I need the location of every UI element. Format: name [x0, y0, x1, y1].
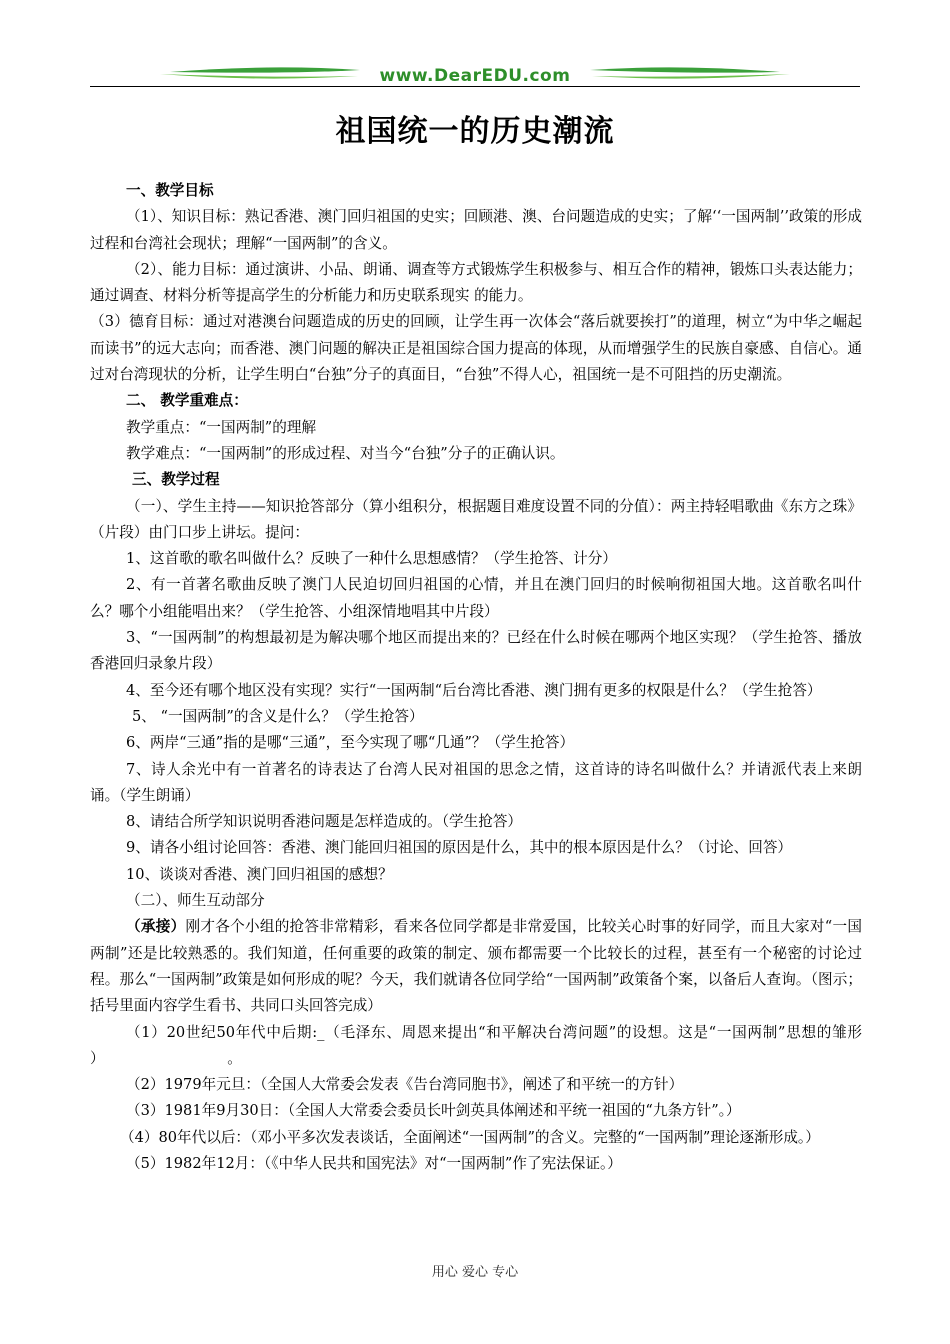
- paragraph-key-point: 教学重点：“一国两制”的理解: [126, 418, 317, 436]
- page-footer: 用心 爱心 专心: [431, 1265, 519, 1280]
- timeline-item: （3）1981年9月30日：（全国人大常委会委员长叶剑英具体阐述和平统一祖国的“九条方针”。）: [126, 1102, 741, 1120]
- question-item: 9、请各小组讨论回答：香港、澳门能回归祖国的原因是什么，其中的根本原因是什么？（讨论、回答）: [126, 839, 793, 857]
- paragraph-process-intro: （一）、学生主持——知识抢答部分（算小组积分，根据题目难度设置不同的分值）：两主持轻唱歌曲《东方之珠》（片段）由门口步上讲坛。提问：: [90, 497, 862, 541]
- question-item: 1、这首歌的歌名叫做什么？反映了一种什么思想感情？（学生抢答、计分）: [126, 550, 617, 568]
- transition-label: （承接）: [126, 918, 186, 936]
- timeline-item: （2）1979年元旦：（全国人大常委会发表《告台湾同胞书》，阐述了和平统一的方针）: [126, 1076, 684, 1094]
- transition-text: 刚才各个小组的抢答非常精彩，看来各位同学都是非常爱国，比较关心时事的好同学，而且大家对“一国两制”还是比较熟悉的。我们知道，任何重要的政策的制定、颁布都需要一个比较长的过程，甚至有一个秘密的讨论过程。那么“一国两制”政策是如何形成的呢？今天，我们就请各位同学给“一国两制”政策备个案，以备后人查询。（图示；括号里面内容学生看书、共同口头回答完成）: [90, 918, 862, 1015]
- timeline-item-text: （1）20世纪50年代中后期:_（毛泽东、周恩来提出“和平解决台湾问题”的设想。这是“一国两制”思想的雏形 ）: [90, 1023, 862, 1067]
- paragraph-difficult-point: 教学难点：“一国两制”的形成过程、对当今“台独”分子的正确认识。: [126, 444, 565, 462]
- question-item: 4、至今还有哪个地区没有实现？实行“一国两制“后台湾比香港、澳门拥有更多的权限是什么？（学生抢答）: [126, 681, 822, 699]
- timeline-item-dot: 。: [227, 1049, 242, 1067]
- question-item: 5、 “一国两制”的含义是什么？（学生抢答）: [132, 707, 424, 725]
- paragraph-ability-goal: （2）、能力目标：通过演讲、小品、朗诵、调查等方式锻炼学生积极参与、相互合作的精神，锻炼口头表达能力；通过调查、材料分析等提高学生的分析能力和历史联系现实 的能力。: [90, 260, 862, 305]
- paragraph-moral-goal: （3）德育目标：通过对港澳台问题造成的历史的回顾，让学生再一次体会“落后就要挨打”的道理，树立“为中华之崛起而读书”的远大志向；而香港、澳门问题的解决正是祖国综合国力提高的体现，从而增强学生的民族自豪感、自信心。通过对台湾现状的分析，让学生明白“台独”分子的真面目，“台独”不得人心，祖国统一是不可阻挡的历史潮流。: [90, 313, 862, 384]
- question-item: 6、两岸“三通”指的是哪“三通”，至今实现了哪“几通”？（学生抢答）: [126, 734, 575, 752]
- paragraph-transition: [90, 914, 862, 1019]
- site-logo: www.DearEDU.com: [379, 66, 571, 86]
- header-rule: [90, 86, 860, 87]
- section-heading-key-points: 二、 教学重难点：: [126, 392, 248, 410]
- subsection-heading-interaction: （二）、师生互动部分: [126, 892, 265, 910]
- question-item: 8、请结合所学知识说明香港问题是怎样造成的。（学生抢答）: [126, 813, 523, 831]
- section-heading-objectives: 一、教学目标: [126, 182, 214, 199]
- question-item: 7、诗人余光中有一首著名的诗表达了台湾人民对祖国的思念之情，这首诗的诗名叫做什么？并请派代表上来朗诵。（学生朗诵）: [90, 760, 862, 804]
- paragraph-knowledge-goal: （1）、知识目标：熟记香港、澳门回归祖国的史实；回顾港、澳、台问题造成的史实；了解‘‘一国两制’’政策的形成过程和台湾社会现状；理解“一国两制”的含义。: [90, 208, 862, 252]
- question-item: 2、有一首著名歌曲反映了澳门人民迫切回归祖国的心情，并且在澳门回归的时候响彻祖国大地。这首歌名叫什么？哪个小组能唱出来？（学生抢答、小组深情地唱其中片段）: [90, 576, 862, 620]
- question-item: 3、“一国两制”的构想最初是为解决哪个地区而提出来的？已经在什么时候在哪两个地区实现？（学生抢答、播放香港回归录象片段）: [90, 629, 862, 673]
- timeline-item: [90, 1020, 862, 1073]
- document-body: [90, 178, 862, 1177]
- timeline-item: （4）80年代以后：（邓小平多次发表谈话，全面阐述“一国两制”的含义。完整的“一国两制”理论逐渐形成。）: [120, 1128, 820, 1146]
- document-title: 祖国统一的历史潮流: [335, 114, 615, 149]
- timeline-item: （5）1982年12月：（《中华人民共和国宪法》对“一国两制”作了宪法保证。）: [126, 1154, 622, 1172]
- section-heading-process: 三、教学过程: [132, 471, 220, 489]
- question-item: 10、谈谈对香港、澳门回归祖国的感想？: [126, 865, 393, 883]
